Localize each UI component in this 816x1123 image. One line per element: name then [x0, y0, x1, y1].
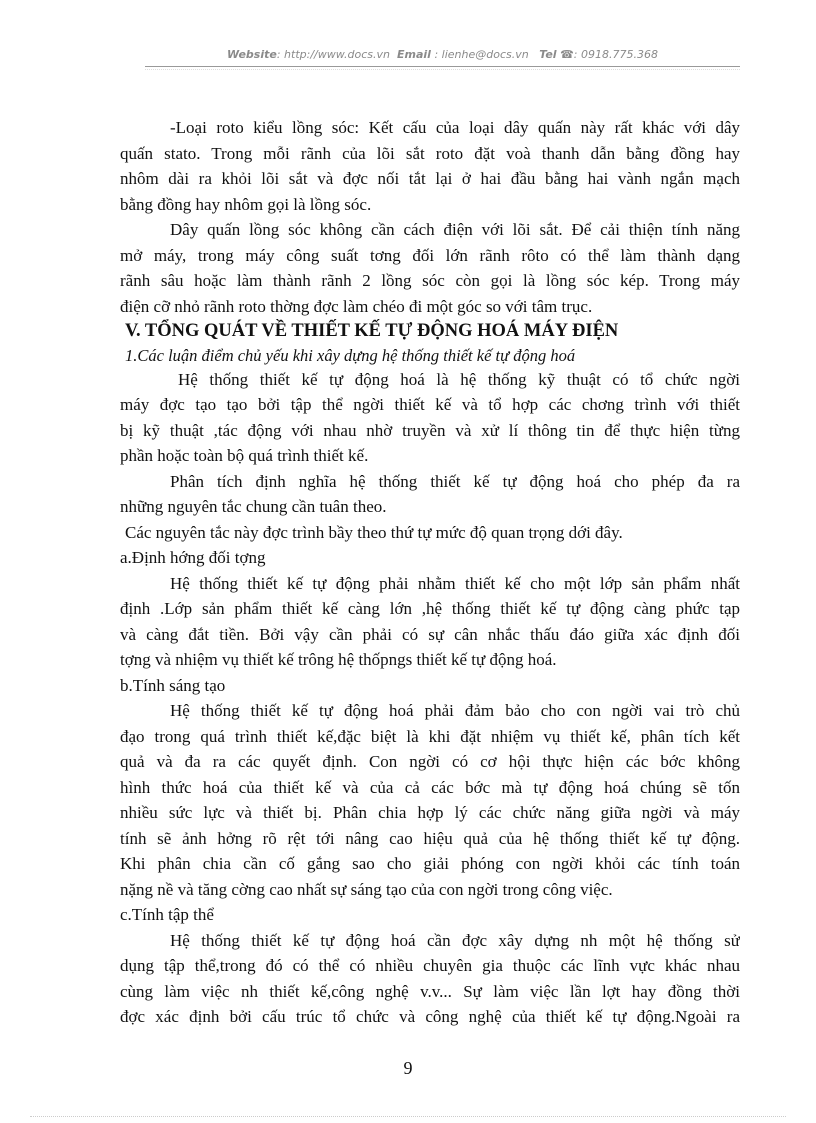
text-line: tợng và nhiệm vụ thiết kế trông hệ thốpngs thiết kế tự động hoá. — [120, 650, 557, 669]
text-line: bị kỹ thuật ,tác động với nhau nhờ truyền và xử lí thông tin để thực hiện từng — [120, 420, 740, 440]
header-divider — [145, 66, 740, 67]
document-body — [120, 115, 740, 1030]
email-value: : lienhe@docs.vn — [434, 48, 529, 61]
tel-value: : 0918.775.368 — [573, 48, 658, 61]
text-line: nặng nề và tăng cờng cao nhất sự sáng tạo của con ngời trong công việc. — [120, 879, 613, 899]
text-line: cùng làm việc nh thiết kế,công nghệ v.v... Sự làm việc lần lợt hay đồng thời — [120, 981, 740, 1001]
email-label: Email — [397, 48, 431, 61]
text-line: bằng đồng hay nhôm gọi là lồng sóc. — [120, 194, 372, 214]
page-number: 9 — [403, 1058, 413, 1078]
section-heading: V. TỔNG QUÁT VỀ THIẾT KẾ TỰ ĐỘNG HOÁ MÁY ĐIỆN — [125, 321, 619, 341]
text-line: nhiều sức lực và thiết bị. Phân chia hợp lý các chức năng giữa ngời và máy — [120, 803, 740, 822]
website-label: Website — [227, 48, 277, 61]
text-line: Các nguyên tắc này đợc trình bầy theo thứ tự mức độ quan trọng dới đây. — [125, 522, 623, 542]
text-line: -Loại roto kiểu lồng sóc: Kết cấu của loại dây quấn này rất khác với dây — [170, 118, 740, 137]
text-line: quả và đa ra các quyết định. Con ngời có cơ hội thực hiện các bớc không — [120, 752, 740, 771]
text-line: định .Lớp sản phẩm thiết kế càng lớn ,hệ thống thiết kế tự động càng phức tạp — [120, 599, 740, 618]
text-line: và càng đắt tiền. Bởi vậy cần phải có sự cân nhắc thấu đáo giữa xác định đối — [120, 624, 740, 644]
page-header — [145, 48, 740, 61]
text-line: đạo trong quá trình thiết kế,đặc biệt là khi đặt nhiệm vụ thiết kế, phân tích kết — [120, 726, 740, 746]
subsection-heading: 1.Các luận điểm chủ yếu khi xây dựng hệ thống thiết kế tự động hoá — [125, 345, 576, 365]
text-line: dụng tập thể,trong đó có thể có nhiều chuyên gia thuộc các lĩnh vực khác nhau — [120, 956, 740, 975]
text-line: phần hoặc toàn bộ quá trình thiết kế. — [120, 446, 369, 465]
phone-icon: ☎ — [560, 48, 574, 61]
text-line: rãnh sâu hoặc làm thành rãnh 2 lồng sóc còn gọi là lồng sóc kép. Trong máy — [120, 271, 740, 290]
text-line: đợc xác định bởi cấu trúc tổ chức và công nghệ của thiết kế tự động.Ngoài ra — [120, 1007, 740, 1026]
text-line: hình thức hoá của thiết kế và của cả các bớc mà tự động hoá chúng sẽ tốn — [120, 777, 740, 797]
text-line: Hệ thống thiết kế tự động hoá là hệ thống kỹ thuật có tổ chức ngời — [178, 369, 740, 389]
header-divider-dotted — [145, 69, 740, 70]
text-line: quấn stato. Trong mỗi rãnh của lõi sắt roto đặt voà thanh dẫn bằng đồng hay — [120, 143, 740, 163]
text-line: Hệ thống thiết kế tự động hoá cần đợc xây dựng nh một hệ thống sử — [170, 930, 740, 950]
text-line: Hệ thống thiết kế tự động hoá phải đảm bảo cho con ngời vai trò chủ — [170, 701, 740, 720]
text-line: mở máy, trong máy công suất tơng đối lớn rãnh rôto có thể làm thành dạng — [120, 245, 740, 265]
text-line: nhôm dài ra khỏi lõi sắt và đợc nối tắt lại ở hai đầu bằng hai vành ngắn mạch — [120, 169, 740, 188]
text-line: c.Tính tập thể — [120, 905, 214, 924]
website-value: : http://www.docs.vn — [276, 48, 391, 61]
text-line: Khi phân chia cần cố gắng sao cho giải phóng con ngời khỏi các tính toán — [120, 854, 740, 873]
footer-divider — [30, 1116, 786, 1117]
text-line: tính sẽ ảnh hởng rõ rệt tới nâng cao hiệu quả của hệ thống thiết kế tự động. — [120, 828, 740, 848]
text-line: a.Định hớng đối tợng — [120, 548, 266, 567]
text-line: Hệ thống thiết kế tự động phải nhằm thiết kế cho một lớp sản phẩm nhất — [170, 573, 740, 593]
text-line: điện cỡ nhỏ rãnh roto thờng đợc làm chéo đi một góc so với tâm trục. — [120, 296, 593, 316]
text-line: những nguyên tắc chung cần tuân theo. — [120, 497, 387, 516]
text-line: Phân tích định nghĩa hệ thống thiết kế tự động hoá cho phép đa ra — [170, 471, 740, 491]
text-line: b.Tính sáng tạo — [120, 675, 226, 695]
text-line: Dây quấn lồng sóc không cần cách điện với lõi sắt. Để cải thiện tính năng — [170, 220, 740, 239]
text-line: máy đợc tạo tạo bởi tập thể ngời thiết kế và tổ hợp các chơng trình với thiết — [120, 395, 740, 414]
tel-label: Tel — [539, 48, 557, 61]
